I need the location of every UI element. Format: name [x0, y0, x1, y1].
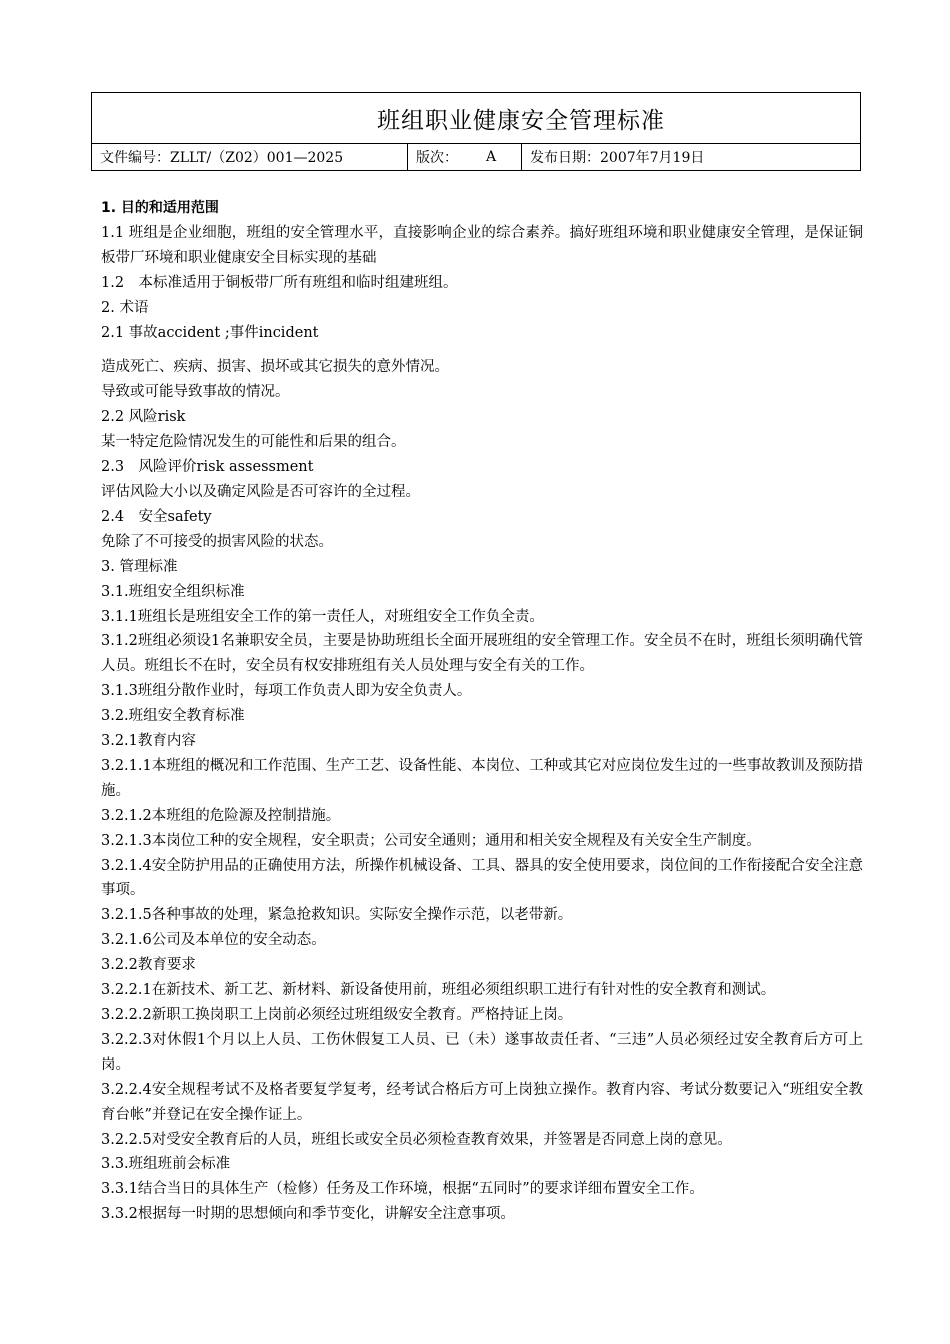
- paragraph-1-1: 1.1 班组是企业细胞，班组的安全管理水平，直接影响企业的综合素养。搞好班组环境和职业健康安全管理，是保证铜板带厂环境和职业健康安全目标实现的基础: [101, 224, 863, 266]
- paragraph-3-3-1: 3.3.1结合当日的具体生产（检修）任务及工作环境，根据“五同时”的要求详细布置安全工作。: [101, 1181, 704, 1198]
- version-value: A: [486, 149, 497, 165]
- paragraph-3-2-2-5: 3.2.2.5对受安全教育后的人员，班组长或安全员必须检查教育效果，并签署是否同意上岗的意见。: [101, 1131, 732, 1148]
- meta-row: [92, 144, 860, 170]
- term-2-4: 2.4 安全safety: [101, 508, 212, 525]
- section-heading-1: 1. 目的和适用范围: [101, 200, 219, 216]
- title-row: [92, 93, 860, 144]
- paragraph-3-2-1-2: 3.2.1.2本班组的危险源及控制措施。: [101, 807, 341, 824]
- paragraph-3-2-1-3: 3.2.1.3本岗位工种的安全规程，安全职责；公司安全通则；通用和相关安全规程及有关安全生产制度。: [101, 832, 761, 849]
- paragraph-3-1-2: 3.1.2班组必须设1名兼职安全员，主要是协助班组长全面开展班组的安全管理工作。安全员不在时，班组长须明确代管人员。班组长不在时，安全员有权安排班组有关人员处理与安全有关的工作。: [101, 633, 863, 675]
- document-header-table: [91, 92, 861, 171]
- subsection-3-2-2: 3.2.2教育要求: [101, 957, 196, 974]
- subsection-3-2-1: 3.2.1教育内容: [101, 733, 196, 750]
- file-number-value: ZLLT/（Z02）001—2025: [170, 150, 344, 166]
- release-date-label: 发布日期：: [530, 150, 600, 166]
- paragraph-3-2-1-4: 3.2.1.4安全防护用品的正确使用方法，所操作机械设备、工具、器具的安全使用要求，岗位间的工作衔接配合安全注意事项。: [101, 857, 863, 899]
- file-number-cell: [92, 144, 408, 170]
- paragraph-3-2-2-3: 3.2.2.3对休假1个月以上人员、工伤休假复工人员、已（未）遂事故责任者、“三违”人员必须经过安全教育后方可上岗。: [101, 1031, 863, 1073]
- paragraph-3-2-1-5: 3.2.1.5各种事故的处理，紧急抢救知识。实际安全操作示范，以老带新。: [101, 907, 573, 924]
- term-2-3: 2.3 风险评价risk assessment: [101, 459, 314, 476]
- definition-risk-assessment: 评估风险大小以及确定风险是否可容许的全过程。: [101, 483, 420, 500]
- document-body: [101, 196, 863, 1227]
- section-heading-3: 3. 管理标准: [101, 558, 178, 575]
- paragraph-3-1-1: 3.1.1班组长是班组安全工作的第一责任人，对班组安全工作负全责。: [101, 608, 544, 625]
- definition-safety: 免除了不可接受的损害风险的状态。: [101, 533, 333, 550]
- paragraph-3-2-1-1: 3.2.1.1本班组的概况和工作范围、生产工艺、设备性能、本岗位、工种或其它对应岗位发生过的一些事故教训及预防措施。: [101, 757, 863, 799]
- subsection-3-2: 3.2.班组安全教育标准: [101, 708, 245, 725]
- definition-incident: 导致或可能导致事故的情况。: [101, 384, 290, 401]
- document-title: 班组职业健康安全管理标准: [377, 107, 665, 134]
- term-2-1: 2.1 事故accident ;事件incident: [101, 324, 319, 341]
- subsection-3-3: 3.3.班组班前会标准: [101, 1156, 231, 1173]
- release-date-value: 2007年7月19日: [600, 150, 705, 166]
- release-date-cell: [522, 144, 860, 170]
- subsection-3-1: 3.1.班组安全组织标准: [101, 583, 245, 600]
- paragraph-3-2-1-6: 3.2.1.6公司及本单位的安全动态。: [101, 932, 326, 949]
- paragraph-3-2-2-2: 3.2.2.2新职工换岗职工上岗前必须经过班组级安全教育。严格持证上岗。: [101, 1007, 573, 1023]
- paragraph-3-2-2-4: 3.2.2.4安全规程考试不及格者要复学复考，经考试合格后方可上岗独立操作。教育内容、考试分数要记入“班组安全教育台帐”并登记在安全操作证上。: [101, 1081, 863, 1123]
- paragraph-1-2: 1.2 本标准适用于铜板带厂所有班组和临时组建班组。: [101, 274, 458, 291]
- version-label: 版次：: [416, 150, 458, 166]
- term-2-2: 2.2 风险risk: [101, 409, 186, 426]
- definition-accident: 造成死亡、疾病、损害、损坏或其它损失的意外情况。: [101, 359, 449, 376]
- paragraph-3-1-3: 3.1.3班组分散作业时，每项工作负责人即为安全负责人。: [101, 683, 472, 700]
- definition-risk: 某一特定危险情况发生的可能性和后果的组合。: [101, 434, 406, 451]
- file-number-label: 文件编号：: [100, 150, 170, 166]
- paragraph-3-3-2: 3.3.2根据每一时期的思想倾向和季节变化，讲解安全注意事项。: [101, 1206, 515, 1223]
- paragraph-3-2-2-1: 3.2.2.1在新技术、新工艺、新材料、新设备使用前，班组必须组织职工进行有针对性的安全教育和测试。: [101, 982, 776, 999]
- version-cell: [408, 144, 522, 170]
- section-heading-2: 2. 术语: [101, 299, 149, 316]
